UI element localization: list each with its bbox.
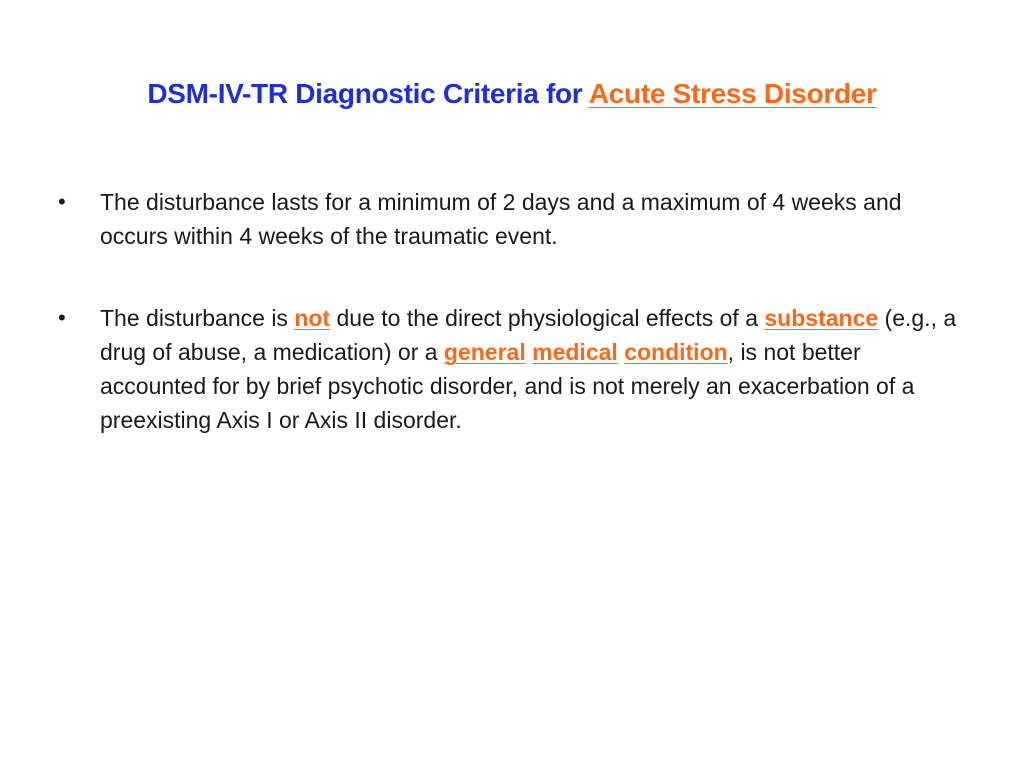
link-condition[interactable]: condition: [624, 339, 728, 365]
slide-title: [0, 78, 1024, 110]
bullet-marker: •: [58, 189, 66, 214]
title-link-acute-stress-disorder[interactable]: Acute Stress Disorder: [588, 78, 877, 109]
title-prefix: DSM-IV-TR Diagnostic Criteria for: [147, 78, 589, 109]
bullet-item-duration: [58, 185, 968, 253]
link-medical[interactable]: medical: [532, 339, 618, 365]
bullet-text: The disturbance lasts for a minimum of 2 days and a maximum of 4 weeks and occurs within 4 weeks of the traumatic event.: [100, 189, 902, 249]
bullet-text-part: due to the direct physiological effects of a: [330, 305, 765, 331]
link-substance[interactable]: substance: [764, 305, 879, 331]
bullet-text-part: (e.g., a drug of abuse, a medication) or a: [100, 305, 957, 365]
link-not[interactable]: not: [294, 305, 331, 331]
link-general[interactable]: general: [443, 339, 526, 365]
bullet-item-exclusion: [58, 301, 968, 437]
bullet-text-part: , is not better accounted for by brief psychotic disorder, and is not merely an exacerbation of a preexisting Axis I or Axis II disorder.: [100, 339, 915, 433]
bullet-text-part: The disturbance is: [100, 305, 295, 331]
bullet-marker: •: [58, 305, 66, 330]
bullet-list: [58, 185, 968, 437]
